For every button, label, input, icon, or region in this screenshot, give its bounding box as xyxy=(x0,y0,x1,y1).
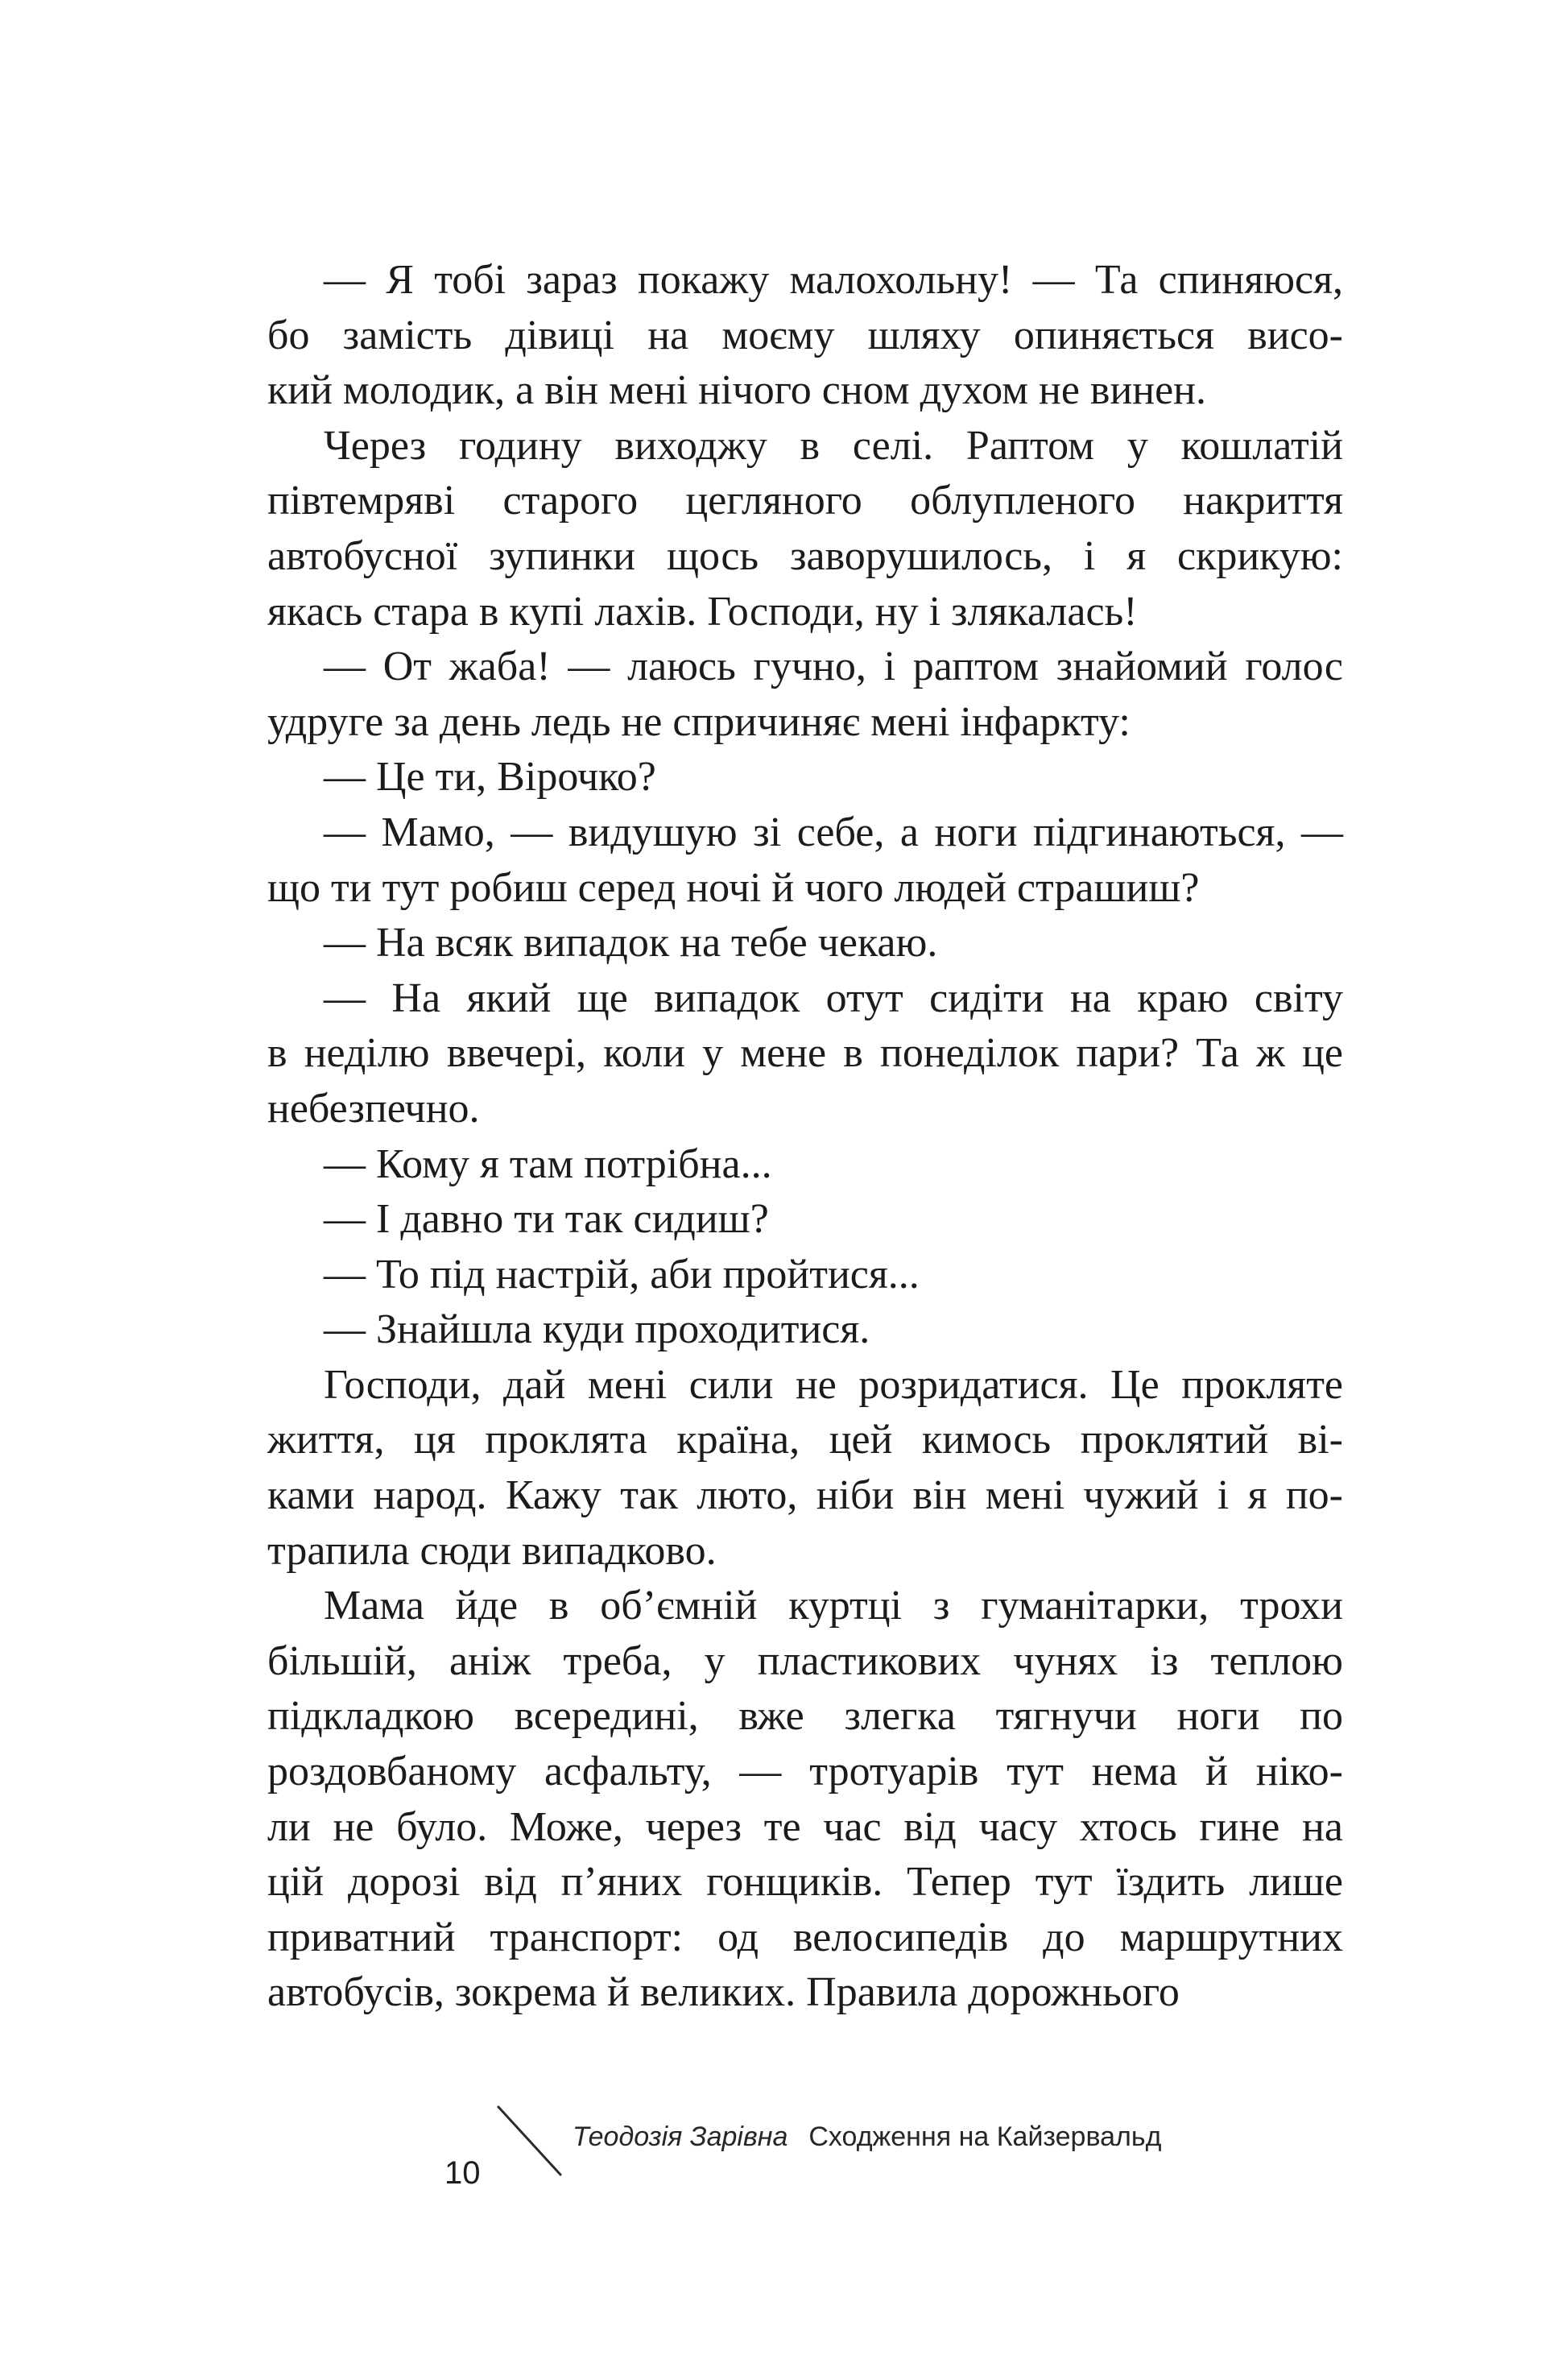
text-line: півтемряві старого цегляного облупленого накриття xyxy=(267,478,1343,524)
text-line: кий молодик, а він мені нічого сном духом не винен. xyxy=(267,367,1207,414)
text-line: — Кому я там потрібна... xyxy=(324,1140,772,1187)
text-line: цій дорозі від п’яних гонщиків. Тепер тут їздить лише xyxy=(267,1859,1343,1906)
text-line: — І давно ти так сидиш? xyxy=(324,1196,769,1243)
footer-author: Теодозія Зарівна xyxy=(573,2121,788,2152)
text-line: — Знайшла куди проходитися. xyxy=(324,1306,870,1353)
text-line: удруге за день ледь не спричиняє мені інфаркту: xyxy=(267,698,1131,745)
footer-book-title: Сходження на Кайзервальд xyxy=(808,2121,1162,2152)
text-line: бо замість дівиці на моєму шляху опиняється висо- xyxy=(267,312,1343,358)
text-line: автобусної зупинки щось заворушилось, і я скрикую: xyxy=(267,532,1343,579)
body-text xyxy=(267,253,1343,2021)
text-line: ками народ. Кажу так люто, ніби він мені чужий і я по- xyxy=(267,1472,1343,1519)
text-line: — Я тобі зараз покажу малохольну! — Та спиняюся, xyxy=(324,257,1343,303)
text-line: більшій, аніж треба, у пластикових чунях із теплою xyxy=(267,1637,1343,1684)
text-line: роздовбаному асфальту, — тротуарів тут нема й ніко- xyxy=(267,1749,1343,1795)
text-line: ли не було. Може, через те час від часу хтось гине на xyxy=(267,1803,1343,1850)
page-number: 10 xyxy=(444,2155,481,2191)
running-footer xyxy=(573,2121,1161,2153)
text-line: Господи, дай мені сили не розридатися. Це прокляте xyxy=(324,1361,1343,1408)
text-line: якась стара в купі лахів. Господи, ну і злякалась! xyxy=(267,588,1138,635)
text-line: — Мамо, — видушую зі себе, а ноги підгинаються, — xyxy=(324,809,1343,855)
text-line: приватний транспорт: од велосипедів до маршрутних xyxy=(267,1914,1343,1960)
text-line: — То під настрій, аби пройтися... xyxy=(324,1251,920,1298)
text-line: в неділю ввечері, коли у мене в понеділок пари? Та ж це xyxy=(267,1030,1343,1077)
text-line: Мама йде в об’ємній куртці з гуманітарки, трохи xyxy=(324,1583,1343,1629)
text-line: життя, ця проклята країна, цей кимось проклятий ві- xyxy=(267,1417,1343,1463)
text-line: Через годину виходжу в селі. Раптом у кошлатій xyxy=(324,422,1343,469)
text-line: небезпечно. xyxy=(267,1085,480,1132)
footer-slash-divider xyxy=(496,2104,564,2178)
text-line: — На який ще випадок отут сидіти на краю світу xyxy=(324,975,1343,1021)
text-line: — От жаба! — лаюсь гучно, і раптом знайомий голос xyxy=(324,644,1343,690)
text-line: — На всяк випадок на тебе чекаю. xyxy=(324,920,938,966)
text-line: — Це ти, Вірочко? xyxy=(324,754,656,801)
text-line: підкладкою всередині, вже злегка тягнучи ноги по xyxy=(267,1693,1343,1740)
text-line: трапила сюди випадково. xyxy=(267,1527,717,1574)
text-line: автобусів, зокрема й великих. Правила дорожнього xyxy=(267,1969,1180,2016)
text-line: що ти тут робиш серед ночі й чого людей страшиш? xyxy=(267,864,1200,911)
